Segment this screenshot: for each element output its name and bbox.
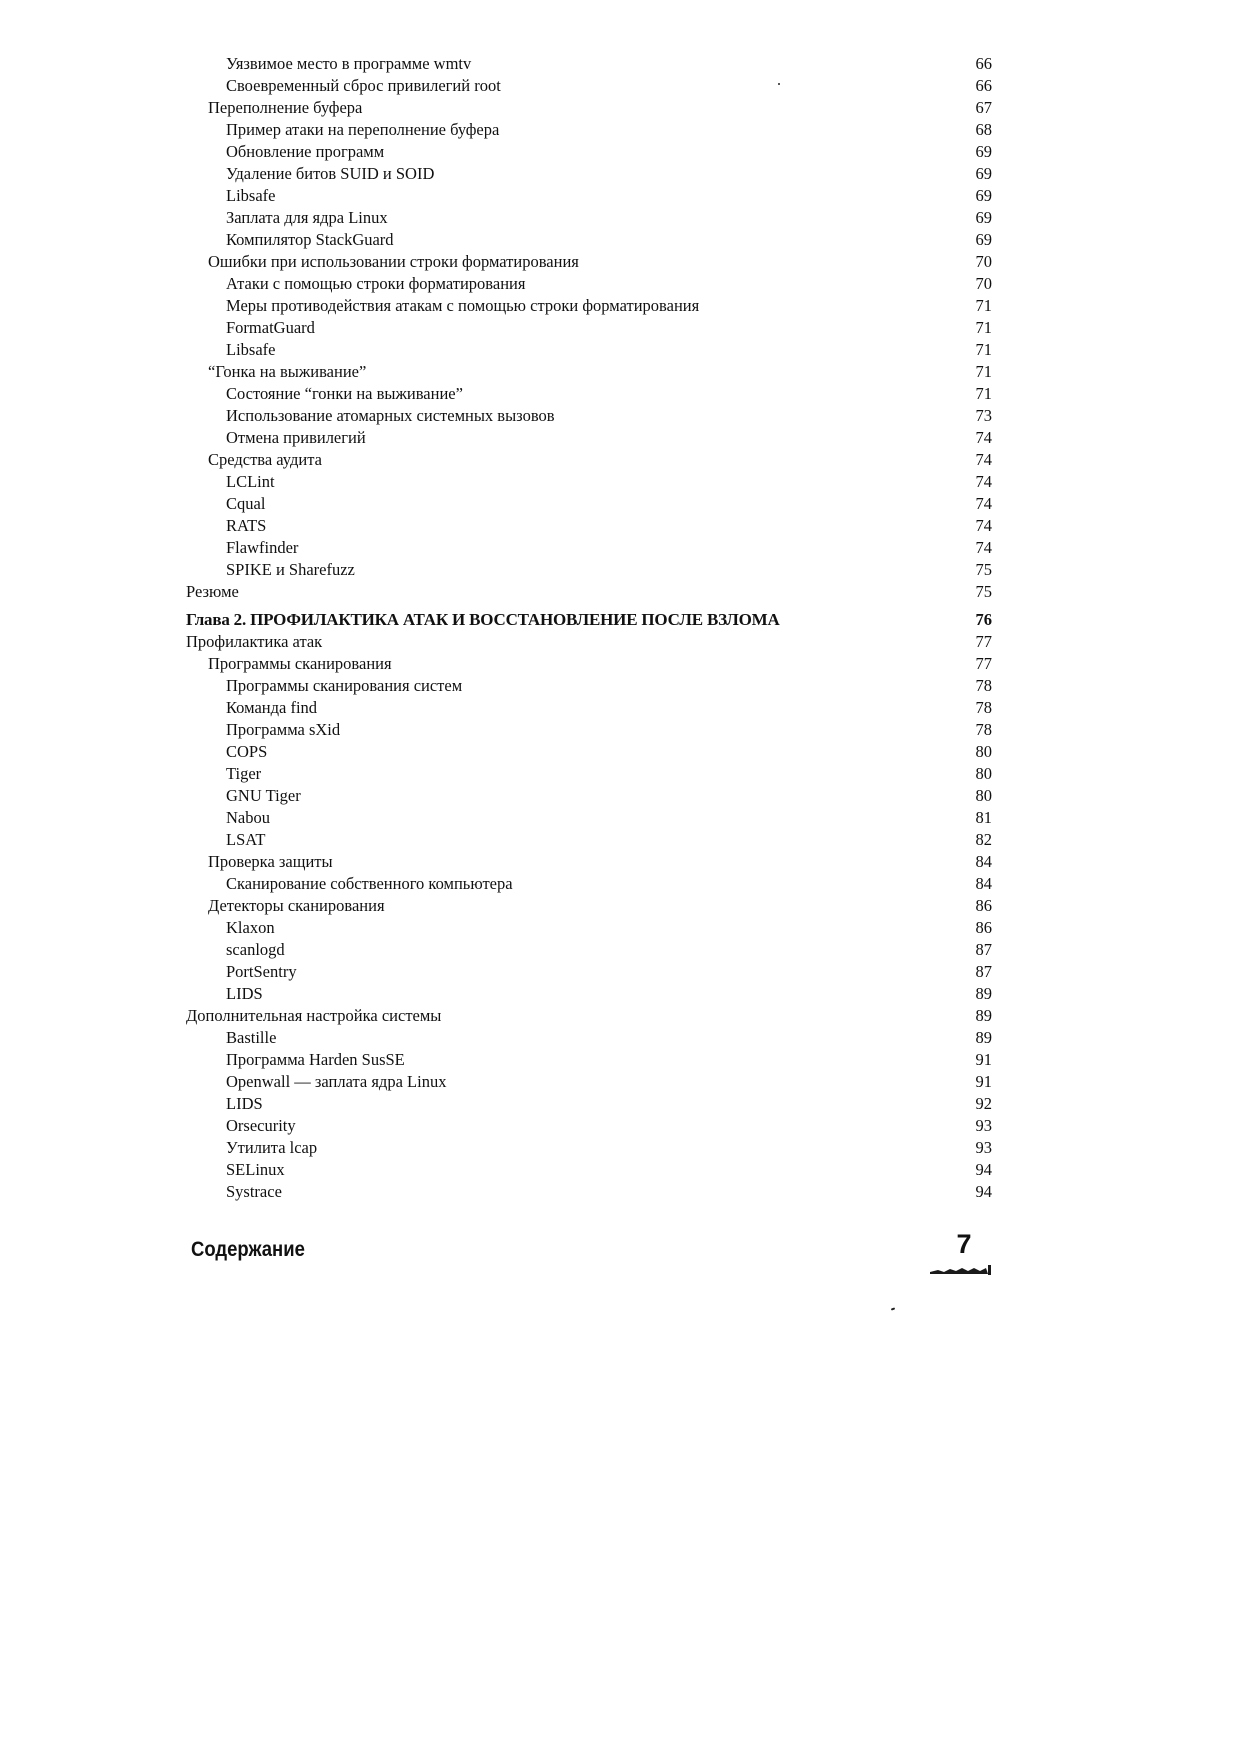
toc-entry-title: Openwall — заплата ядра Linux — [226, 1072, 447, 1091]
toc-entry-title: “Гонка на выживание” — [208, 362, 367, 381]
toc-entry-title: Программы сканирования — [208, 654, 392, 673]
toc-entry-title: Заплата для ядра Linux — [226, 208, 388, 227]
toc-entry-title: Klaxon — [226, 918, 275, 937]
toc-entry — [186, 185, 992, 207]
toc-entry-title: Проверка защиты — [208, 852, 333, 871]
toc-entry — [186, 471, 992, 493]
toc-entry-title: SPIKE и Sharefuzz — [226, 560, 355, 579]
toc-entry-title: Libsafe — [226, 340, 276, 359]
toc-entry-page: 71 — [975, 296, 992, 315]
toc-entry — [186, 141, 992, 163]
toc-entry — [186, 741, 992, 763]
toc-entry-title: Libsafe — [226, 186, 276, 205]
toc-entry — [186, 939, 992, 961]
toc-entry-page: 89 — [975, 984, 992, 1003]
toc-entry — [186, 1071, 992, 1093]
toc-entry — [186, 317, 992, 339]
toc-entry-title: LIDS — [226, 984, 263, 1003]
toc-entry — [186, 785, 992, 807]
toc-entry — [186, 449, 992, 471]
toc-entry-title: Атаки с помощью строки форматирования — [226, 274, 526, 293]
toc-entry-page: 87 — [975, 962, 992, 981]
toc-entry — [186, 961, 992, 983]
toc-entry-page: 70 — [975, 252, 992, 271]
toc-entry-title: Использование атомарных системных вызовов — [226, 406, 555, 425]
toc-entry-page: 86 — [975, 918, 992, 937]
toc-entry-page: 69 — [975, 208, 992, 227]
toc-entry-page: 74 — [975, 516, 992, 535]
toc-entry-title: Отмена привилегий — [226, 428, 366, 447]
toc-entry — [186, 119, 992, 141]
toc-entry-page: 89 — [975, 1028, 992, 1047]
toc-entry-page: 74 — [975, 538, 992, 557]
toc-entry — [186, 53, 992, 75]
toc-entry-page: 77 — [975, 632, 992, 651]
running-footer-title: Содержание — [191, 1238, 305, 1261]
toc-entry-title: Дополнительная настройка системы — [186, 1006, 442, 1025]
toc-chapter-heading — [186, 609, 992, 631]
toc-entry-page: 91 — [975, 1072, 992, 1091]
toc-entry — [186, 229, 992, 251]
toc-entry-page: 76 — [975, 610, 992, 629]
toc-entry-page: 84 — [975, 874, 992, 893]
toc-entry-page: 81 — [975, 808, 992, 827]
toc-entry-page: 74 — [975, 428, 992, 447]
toc-entry-page: 70 — [975, 274, 992, 293]
toc-entry-page: 74 — [975, 450, 992, 469]
toc-entry-page: 84 — [975, 852, 992, 871]
toc-entry — [186, 383, 992, 405]
toc-entry — [186, 559, 992, 581]
toc-entry-page: 80 — [975, 742, 992, 761]
toc-entry-title: Программы сканирования систем — [226, 676, 463, 695]
toc-entry-page: 89 — [975, 1006, 992, 1025]
toc-entry — [186, 763, 992, 785]
toc-entry-title: Tiger — [226, 764, 262, 783]
toc-entry-page: 91 — [975, 1050, 992, 1069]
toc-entry — [186, 163, 992, 185]
toc-entry-page: 92 — [975, 1094, 992, 1113]
toc-entry — [186, 1159, 992, 1181]
toc-entry — [186, 1049, 992, 1071]
toc-entry-title: Удаление битов SUID и SOID — [226, 164, 435, 183]
toc-entry-page: 78 — [975, 676, 992, 695]
toc-entry — [186, 653, 992, 675]
toc-entry — [186, 207, 992, 229]
toc-entry — [186, 427, 992, 449]
toc-entry — [186, 829, 992, 851]
toc-entry-page: 73 — [975, 406, 992, 425]
scan-speck — [778, 83, 780, 85]
toc-entry-title: Профилактика атак — [186, 632, 323, 651]
toc-entry-page: 71 — [975, 384, 992, 403]
toc-entry-title: Переполнение буфера — [208, 98, 363, 117]
toc-entry — [186, 895, 992, 917]
toc-entry — [186, 251, 992, 273]
toc-entry — [186, 361, 992, 383]
toc-entry-page: 78 — [975, 720, 992, 739]
toc-entry — [186, 1181, 992, 1203]
toc-entry — [186, 719, 992, 741]
toc-entry-title: GNU Tiger — [226, 786, 301, 805]
toc-entry-page: 93 — [975, 1138, 992, 1157]
toc-entry — [186, 631, 992, 653]
toc-entry-page: 94 — [975, 1182, 992, 1201]
toc-entry — [186, 1027, 992, 1049]
toc-entry-page: 69 — [975, 142, 992, 161]
toc-entry-title: SELinux — [226, 1160, 285, 1179]
scan-speck — [891, 1307, 895, 1310]
toc-entry — [186, 515, 992, 537]
toc-entry-title: Команда find — [226, 698, 318, 717]
toc-entry — [186, 983, 992, 1005]
toc-entry — [186, 339, 992, 361]
toc-entry-page: 74 — [975, 494, 992, 513]
toc-entry-title: RATS — [226, 516, 267, 535]
toc-entry — [186, 75, 992, 97]
footer-ornament-icon — [930, 1265, 992, 1275]
toc-entry-title: Nabou — [226, 808, 270, 827]
toc-entry-page: 69 — [975, 164, 992, 183]
table-of-contents — [186, 53, 992, 1203]
toc-entry — [186, 295, 992, 317]
toc-entry-page: 66 — [975, 54, 992, 73]
page-number: 7 — [956, 1229, 972, 1259]
toc-entry-title: Orsecurity — [226, 1116, 296, 1135]
toc-entry-title: Программа sXid — [226, 720, 341, 739]
toc-entry — [186, 581, 992, 603]
toc-entry-page: 93 — [975, 1116, 992, 1135]
toc-entry-page: 78 — [975, 698, 992, 717]
toc-entry-page: 75 — [975, 582, 992, 601]
toc-entry-title: Детекторы сканирования — [208, 896, 385, 915]
toc-entry — [186, 675, 992, 697]
toc-entry-page: 68 — [975, 120, 992, 139]
toc-entry-title: Средства аудита — [208, 450, 322, 469]
toc-entry-page: 80 — [975, 764, 992, 783]
toc-entry-title: PortSentry — [226, 962, 297, 981]
toc-entry-title: Сканирование собственного компьютера — [226, 874, 513, 893]
toc-entry-page: 87 — [975, 940, 992, 959]
toc-entry-page: 74 — [975, 472, 992, 491]
toc-entry-title: Пример атаки на переполнение буфера — [226, 120, 500, 139]
toc-entry-page: 67 — [975, 98, 992, 117]
toc-entry — [186, 1137, 992, 1159]
toc-entry — [186, 697, 992, 719]
toc-entry-title: Глава 2. ПРОФИЛАКТИКА АТАК И ВОССТАНОВЛЕНИЕ ПОСЛЕ ВЗЛОМА — [186, 610, 780, 629]
toc-entry-title: COPS — [226, 742, 268, 761]
toc-entry-page: 94 — [975, 1160, 992, 1179]
toc-entry — [186, 851, 992, 873]
toc-entry-title: Резюме — [186, 582, 239, 601]
toc-entry — [186, 917, 992, 939]
toc-entry-page: 71 — [975, 362, 992, 381]
toc-entry-title: LCLint — [226, 472, 275, 491]
toc-entry — [186, 537, 992, 559]
toc-entry-title: Flawfinder — [226, 538, 299, 557]
toc-entry — [186, 873, 992, 895]
toc-entry-title: Bastille — [226, 1028, 277, 1047]
toc-entry-title: Ошибки при использовании строки форматирования — [208, 252, 579, 271]
toc-entry-title: Меры противодействия атакам с помощью строки форматирования — [226, 296, 700, 315]
toc-entry — [186, 97, 992, 119]
toc-entry-title: Cqual — [226, 494, 266, 513]
toc-entry-title: Утилита lcap — [226, 1138, 318, 1157]
toc-entry — [186, 1115, 992, 1137]
toc-entry-title: LIDS — [226, 1094, 263, 1113]
toc-entry-page: 69 — [975, 230, 992, 249]
toc-entry-page: 71 — [975, 318, 992, 337]
toc-entry-title: Компилятор StackGuard — [226, 230, 394, 249]
toc-entry-page: 77 — [975, 654, 992, 673]
toc-entry-title: FormatGuard — [226, 318, 315, 337]
toc-entry-title: Systrace — [226, 1182, 282, 1201]
toc-entry — [186, 807, 992, 829]
toc-entry-page: 86 — [975, 896, 992, 915]
toc-entry-title: Уязвимое место в программе wmtv — [226, 54, 472, 73]
toc-entry — [186, 493, 992, 515]
toc-entry-title: Программа Harden SusSE — [226, 1050, 405, 1069]
toc-entry-title: LSAT — [226, 830, 266, 849]
toc-entry-title: scanlogd — [226, 940, 285, 959]
toc-entry-page: 82 — [975, 830, 992, 849]
toc-entry — [186, 273, 992, 295]
toc-entry-page: 66 — [975, 76, 992, 95]
toc-entry-page: 69 — [975, 186, 992, 205]
toc-entry-title: Своевременный сброс привилегий root — [226, 76, 501, 95]
toc-entry — [186, 405, 992, 427]
toc-entry-title: Обновление программ — [226, 142, 385, 161]
toc-entry-page: 80 — [975, 786, 992, 805]
toc-entry-page: 75 — [975, 560, 992, 579]
toc-entry-title: Состояние “гонки на выживание” — [226, 384, 463, 403]
toc-entry — [186, 1093, 992, 1115]
toc-entry-page: 71 — [975, 340, 992, 359]
toc-entry — [186, 1005, 992, 1027]
